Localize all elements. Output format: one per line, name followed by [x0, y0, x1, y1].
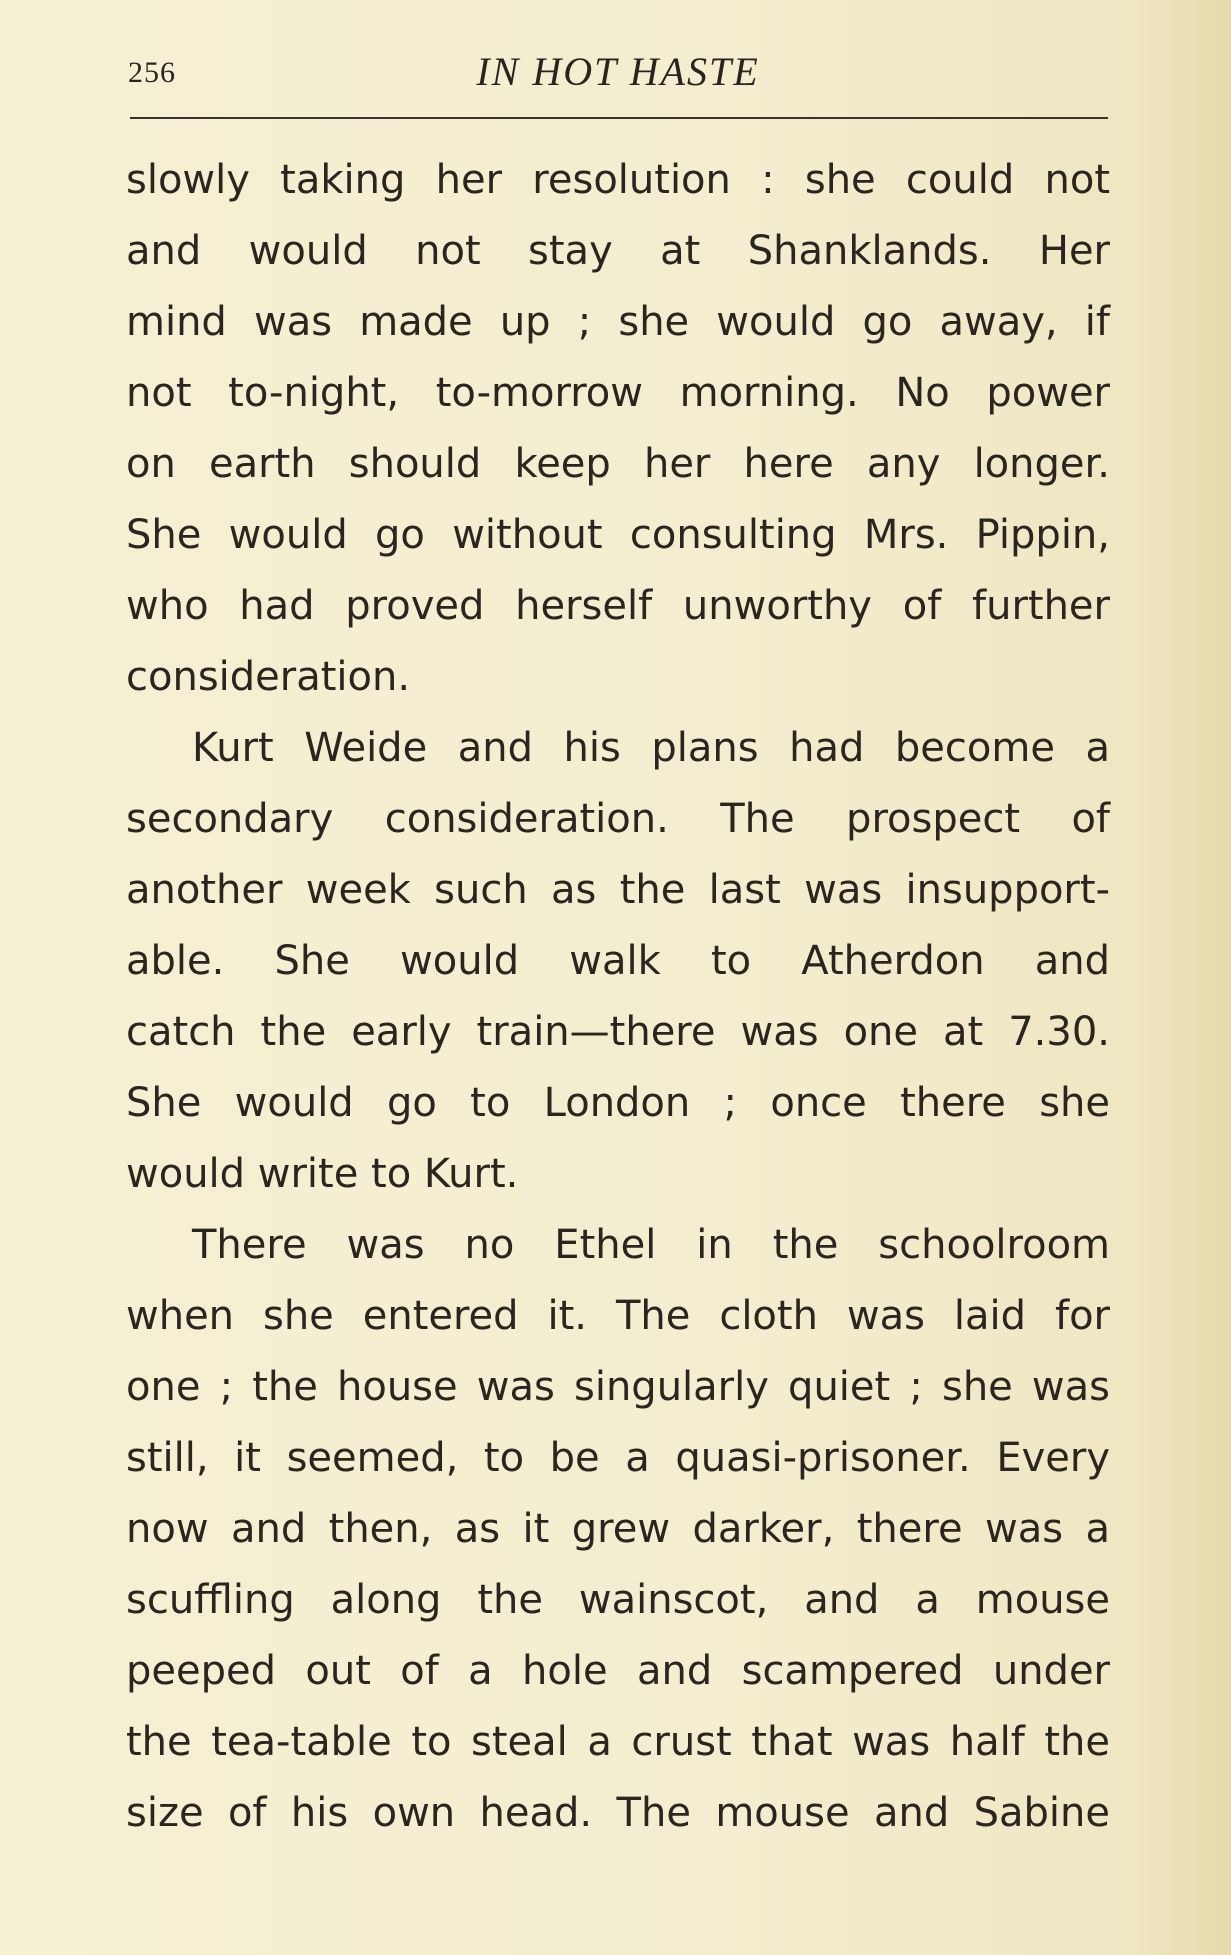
body-text [126, 145, 1110, 1849]
header-rule [130, 117, 1108, 119]
page-header [128, 48, 1108, 98]
text-line: scuffling along the wainscot, and a mouse [126, 1577, 1110, 1623]
text-line: Kurt Weide and his plans had become a [192, 725, 1110, 771]
text-line: peeped out of a hole and scampered under [126, 1648, 1110, 1694]
text-line: the tea-table to steal a crust that was half the [126, 1719, 1110, 1765]
text-line: now and then, as it grew darker, there was a [126, 1506, 1110, 1552]
text-line: who had proved herself unworthy of further [126, 583, 1110, 629]
text-line: would write to Kurt. [126, 1151, 519, 1197]
text-line: consideration. [126, 654, 411, 700]
text-line: still, it seemed, to be a quasi-prisoner. Every [126, 1435, 1110, 1481]
running-head: IN HOT HASTE [476, 49, 760, 94]
text-line: catch the early train—there was one at 7.30. [126, 1009, 1110, 1055]
text-line: slowly taking her resolution : she could not [126, 157, 1110, 203]
text-line: when she entered it. The cloth was laid for [126, 1293, 1110, 1339]
text-line: She would go to London ; once there she [126, 1080, 1110, 1126]
page-number: 256 [128, 56, 176, 89]
text-line: There was no Ethel in the schoolroom [192, 1222, 1110, 1268]
text-line: She would go without consulting Mrs. Pippin, [126, 512, 1110, 558]
text-line: able. She would walk to Atherdon and [126, 938, 1110, 984]
text-line: secondary consideration. The prospect of [126, 796, 1110, 842]
text-line: on earth should keep her here any longer. [126, 441, 1110, 487]
text-line: size of his own head. The mouse and Sabine [126, 1790, 1110, 1836]
text-line: not to-night, to-morrow morning. No power [126, 370, 1110, 416]
text-line: another week such as the last was insupport- [126, 867, 1110, 913]
text-line: and would not stay at Shanklands. Her [126, 228, 1110, 274]
text-line: mind was made up ; she would go away, if [126, 299, 1110, 345]
text-line: one ; the house was singularly quiet ; she was [126, 1364, 1110, 1410]
